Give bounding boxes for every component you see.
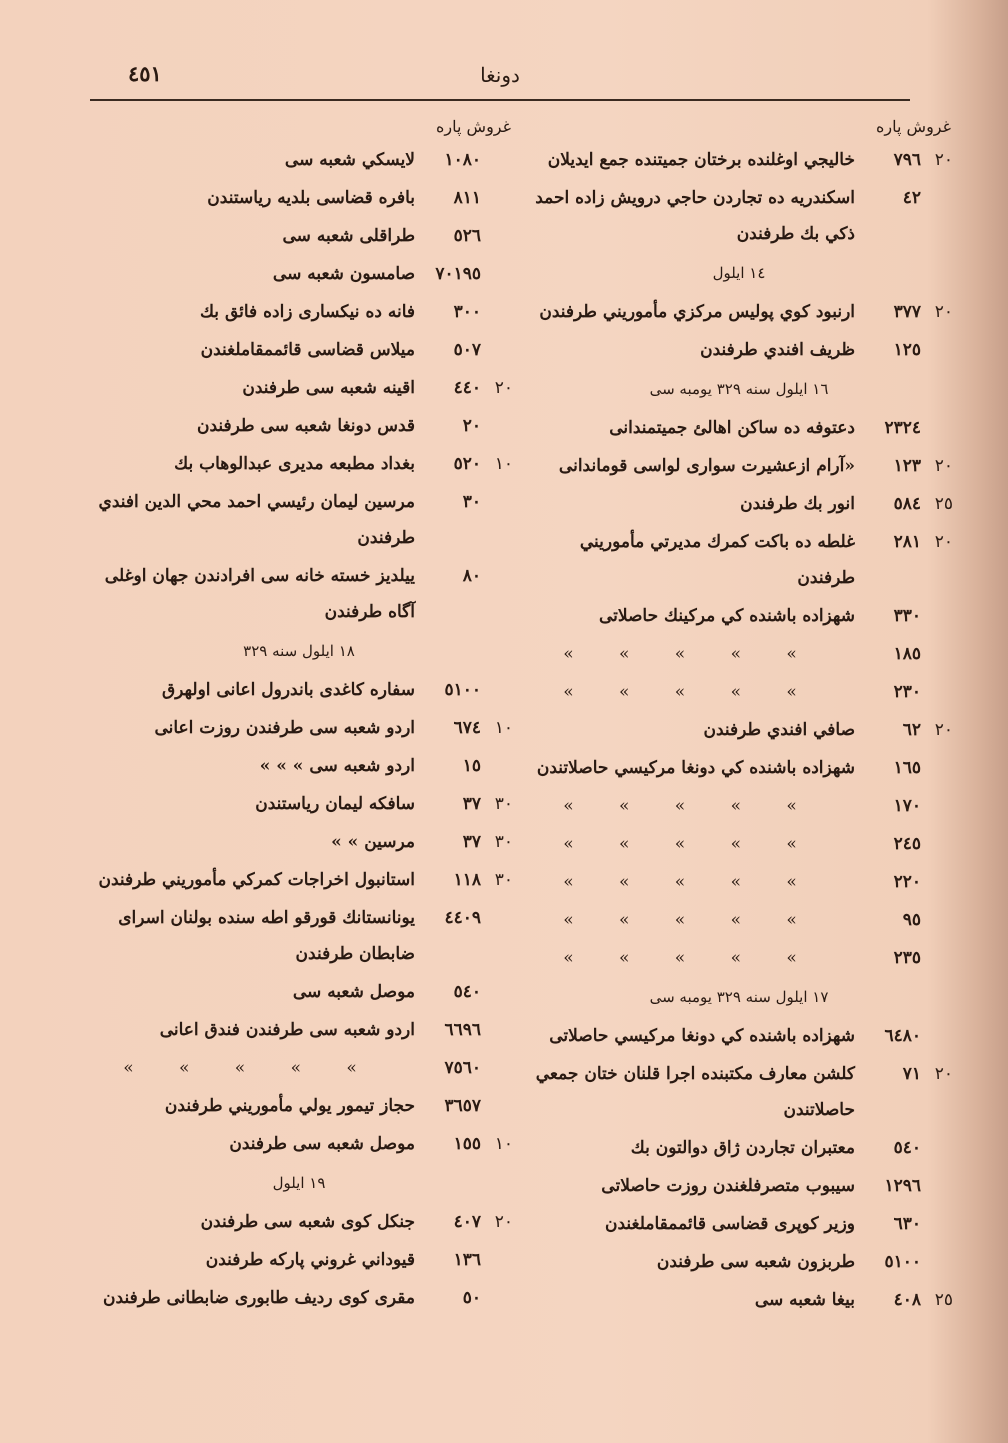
kurus-amount: ٣٠٠ xyxy=(453,302,481,322)
kurus-amount: ٣٧٧ xyxy=(893,302,921,322)
right-column-rows xyxy=(525,142,953,1318)
ledger-row xyxy=(85,294,513,330)
donor-description: ييلديز خسته خانه سى افرادندن جهان اوغلى آگاه طرفندن xyxy=(104,566,415,622)
donor-description: سافكه ليمان رياستندن xyxy=(255,794,415,814)
left-column-rows xyxy=(85,142,513,1316)
ledger-row xyxy=(525,1130,953,1166)
kurus-amount: ١٦٥ xyxy=(893,758,921,778)
kurus-amount: ٥٨٤ xyxy=(893,494,921,514)
ledger-row xyxy=(85,900,513,972)
donor-description: قدس دونغا شعبه سى طرفندن xyxy=(196,416,415,436)
donor-description: اقينه شعبه سى طرفندن xyxy=(242,378,415,398)
donor-description: جنكل كوى شعبه سى طرفندن xyxy=(200,1212,415,1232)
ledger-row xyxy=(85,786,513,822)
donor-description: » » » » » xyxy=(123,1058,377,1078)
donor-description: ارنبود كوي پوليس مركزي مأموريني طرفندن xyxy=(539,302,855,322)
donor-description: سفاره كاغدى باندرول اعانى اولهرق xyxy=(161,680,415,700)
ledger-row xyxy=(525,940,953,976)
ledger-row xyxy=(525,1282,953,1318)
ledger-row xyxy=(85,142,513,178)
para-value: ١٠ xyxy=(494,454,513,474)
donor-description: غلطه ده باكت كمرك مديرتي مأموريني طرفندن xyxy=(579,532,855,588)
ledger-row xyxy=(525,674,953,710)
kurus-amount: ٢٠ xyxy=(462,416,481,436)
donor-description: صافي افندي طرفندن xyxy=(703,720,855,740)
donor-description: حجاز تيمور يولي مأموريني طرفندن xyxy=(164,1096,415,1116)
kurus-amount: ١٠٨٠ xyxy=(444,150,481,170)
kurus-amount: ٣٠ xyxy=(462,492,481,512)
donor-description: موصل شعبه سى طرفندن xyxy=(229,1134,415,1154)
date-heading: ١٦ ايلول سنه ٣٢٩ يومبه سى xyxy=(649,380,829,398)
kurus-amount: ٣٧ xyxy=(462,832,481,852)
donor-description: » » » » » xyxy=(563,910,817,930)
ledger-row xyxy=(525,294,953,330)
right-column xyxy=(525,112,953,1320)
ledger-row xyxy=(525,1244,953,1280)
para-value: ٢٠ xyxy=(934,456,953,476)
kurus-amount: ٤٢ xyxy=(902,188,921,208)
kurus-amount: ٤٠٧ xyxy=(453,1212,481,1232)
ledger-row xyxy=(525,524,953,596)
donor-description: انور بك طرفندن xyxy=(740,494,855,514)
ledger-row xyxy=(85,180,513,216)
donor-description: دعتوفه ده ساكن اهالئ جميتمندانى xyxy=(609,418,855,438)
donor-description: بغداد مطبعه مديرى عبدالوهاب بك xyxy=(174,454,415,474)
kurus-amount: ٥٤٠ xyxy=(893,1138,921,1158)
ledger-row xyxy=(525,902,953,938)
kurus-amount: ١٢٩٦ xyxy=(884,1176,921,1196)
kurus-amount: ٥١٠٠ xyxy=(884,1252,921,1272)
kurus-amount: ٢٢٠ xyxy=(893,872,921,892)
donor-description: كلشن معارف مكتبنده اجرا قلنان ختان جمعي حاصلاتندن xyxy=(535,1064,855,1120)
kurus-amount: ١٧٠ xyxy=(893,796,921,816)
kurus-amount: ٥٢٠ xyxy=(453,454,481,474)
donor-description: شهزاده باشنده كي مركينك حاصلاتى xyxy=(598,606,855,626)
donor-description: طراقلى شعبه سى xyxy=(282,226,415,246)
para-value: ٢٠ xyxy=(494,378,513,398)
ledger-row xyxy=(85,446,513,482)
para-value: ١٠ xyxy=(494,1134,513,1154)
ledger-row xyxy=(85,824,513,860)
ledger-row xyxy=(85,672,513,708)
ledger-row xyxy=(85,974,513,1010)
kurus-amount: ٧٥٦٠ xyxy=(444,1058,481,1078)
donor-description: » » » » » xyxy=(563,796,817,816)
kurus-amount: ١١٨ xyxy=(453,870,481,890)
ledger-row xyxy=(525,598,953,634)
donor-description: بيغا شعبه سى xyxy=(754,1290,855,1310)
donor-description: لايسكي شعبه سى xyxy=(284,150,415,170)
ledger-row xyxy=(85,1280,513,1316)
para-value: ٢٥ xyxy=(934,494,953,514)
donor-description: «آرام ازعشيرت سوارى لواسى قوماندانى xyxy=(558,456,855,476)
kurus-amount: ١٢٥ xyxy=(893,340,921,360)
kurus-amount: ١٢٣ xyxy=(893,456,921,476)
para-value: ٢٠ xyxy=(494,1212,513,1232)
column-heading: غروش پاره xyxy=(876,117,951,136)
ledger-row xyxy=(525,636,953,672)
ledger-row xyxy=(525,332,953,368)
donor-description: يونانستانك قورقو اطه سنده بولنان اسراى ضابطان طرفندن xyxy=(118,908,415,964)
kurus-amount: ٣٧ xyxy=(462,794,481,814)
donor-description: طربزون شعبه سى طرفندن xyxy=(656,1252,855,1272)
donor-description: اسكندريه ده تجاردن حاجي درويش زاده احمد ذكي بك طرفندن xyxy=(535,188,855,244)
kurus-amount: ٨١١ xyxy=(453,188,481,208)
ledger-row xyxy=(85,1088,513,1124)
ledger-row xyxy=(85,218,513,254)
running-title: دونغا xyxy=(480,63,520,87)
kurus-amount: ١٥٥ xyxy=(453,1134,481,1154)
ledger-row xyxy=(525,1168,953,1204)
ledger-row xyxy=(525,410,953,446)
kurus-amount: ١٥ xyxy=(462,756,481,776)
left-column xyxy=(85,112,513,1318)
ledger-row xyxy=(525,788,953,824)
ledger-row xyxy=(85,408,513,444)
ledger-row xyxy=(525,750,953,786)
kurus-amount: ٥٠٧ xyxy=(453,340,481,360)
para-value: ٣٠ xyxy=(494,870,513,890)
kurus-amount: ٢٣٠ xyxy=(893,682,921,702)
date-heading: ١٨ ايلول سنه ٣٢٩ xyxy=(243,642,355,660)
donor-description: استانبول اخراجات كمركي مأموريني طرفندن xyxy=(98,870,415,890)
kurus-amount: ٥٤٠ xyxy=(453,982,481,1002)
kurus-amount: ٤٤٠٩ xyxy=(444,908,481,928)
donor-description: » » » » » xyxy=(563,834,817,854)
kurus-amount: ٩٥ xyxy=(902,910,921,930)
donor-description: موصل شعبه سى xyxy=(292,982,415,1002)
donor-description: صامسون شعبه سى xyxy=(272,264,415,284)
ledger-row xyxy=(85,1204,513,1240)
ledger-row xyxy=(525,1056,953,1128)
kurus-amount: ٨٠ xyxy=(462,566,481,586)
para-value: ٢٠ xyxy=(934,532,953,552)
kurus-amount: ٢٣٥ xyxy=(893,948,921,968)
kurus-amount: ٥٠ xyxy=(462,1288,481,1308)
para-value: ٢٠ xyxy=(934,302,953,322)
donor-description: ميلاس قضاسى قائممقاملغندن xyxy=(200,340,415,360)
donor-description: بافره قضاسى بلديه رياستندن xyxy=(207,188,415,208)
donor-description: وزير كوپرى قضاسى قائممقاملغندن xyxy=(605,1214,855,1234)
page-header xyxy=(90,55,910,101)
para-value: ٣٠ xyxy=(494,794,513,814)
kurus-amount: ٥١٠٠ xyxy=(444,680,481,700)
ledger-row xyxy=(85,370,513,406)
donor-description: مرسين ليمان رئيسي احمد محي الدين افندي طرفندن xyxy=(98,492,415,548)
donor-description: شهزاده باشنده كي دونغا مركيسي حاصلاتندن xyxy=(536,758,855,778)
ledger-row xyxy=(525,1206,953,1242)
para-value: ١٠ xyxy=(494,718,513,738)
donor-description: معتبران تجاردن ژاق دوالتون بك xyxy=(630,1138,855,1158)
ledger-row xyxy=(525,1018,953,1054)
kurus-amount: ٦٣٠ xyxy=(893,1214,921,1234)
para-value: ٢٠ xyxy=(934,150,953,170)
ledger-row xyxy=(85,332,513,368)
ledger-row xyxy=(525,448,953,484)
ledger-row xyxy=(85,1050,513,1086)
ledger-row xyxy=(85,710,513,746)
donor-description: خاليجي اوغلنده برختان جميتنده جمع ايديلان xyxy=(547,150,855,170)
kurus-amount: ١٣٦ xyxy=(453,1250,481,1270)
donor-description: » » » » » xyxy=(563,644,817,664)
date-heading: ١٤ ايلول xyxy=(712,264,766,282)
ledger-row xyxy=(525,180,953,252)
kurus-amount: ٤٠٨ xyxy=(893,1290,921,1310)
ledger-row xyxy=(85,1242,513,1278)
ledger-row xyxy=(85,862,513,898)
ledger-row xyxy=(525,826,953,862)
donor-description: شهزاده باشنده كي دونغا مركيسي حاصلاتى xyxy=(549,1026,855,1046)
para-value: ٢٠ xyxy=(934,720,953,740)
kurus-amount: ٣٣٠ xyxy=(893,606,921,626)
date-heading: ١٧ ايلول سنه ٣٢٩ يومبه سى xyxy=(649,988,829,1006)
para-value: ٣٠ xyxy=(494,832,513,852)
donor-description: اردو شعبه سى طرفندن روزت اعانى xyxy=(154,718,415,738)
donor-description: اردو شعبه سى طرفندن فندق اعانى xyxy=(159,1020,415,1040)
donor-description: سيبوب متصرفلغندن روزت حاصلاتى xyxy=(601,1176,855,1196)
para-value: ٢٠ xyxy=(934,1064,953,1084)
ledger-row xyxy=(525,142,953,178)
column-heading: غروش پاره xyxy=(436,117,511,136)
donor-description: » » » » » xyxy=(563,682,817,702)
kurus-amount: ٦٧٤ xyxy=(453,718,481,738)
kurus-amount: ٦٤٨٠ xyxy=(884,1026,921,1046)
donor-description: ظريف افندي طرفندن xyxy=(700,340,855,360)
kurus-amount: ٥٢٦ xyxy=(453,226,481,246)
ledger-row xyxy=(85,1126,513,1162)
ledger-row xyxy=(525,712,953,748)
ledger-row xyxy=(525,486,953,522)
para-value: ٢٥ xyxy=(934,1290,953,1310)
kurus-amount: ٧١ xyxy=(902,1064,921,1084)
kurus-amount: ٦٦٩٦ xyxy=(444,1020,481,1040)
ledger-row xyxy=(85,1012,513,1048)
kurus-amount: ٤٤٠ xyxy=(453,378,481,398)
donor-description: قيوداني غروني پاركه طرفندن xyxy=(205,1250,415,1270)
kurus-amount: ١٨٥ xyxy=(893,644,921,664)
kurus-amount: ٦٢ xyxy=(902,720,921,740)
date-heading: ١٩ ايلول xyxy=(272,1174,326,1192)
ledger-row xyxy=(85,484,513,556)
donor-description: » » » » » xyxy=(563,948,817,968)
ledger-row xyxy=(85,748,513,784)
ledger-row xyxy=(85,558,513,630)
ledger-row xyxy=(85,256,513,292)
page-number: ٤٥١ xyxy=(128,61,162,86)
donor-description: مرسين » » xyxy=(331,832,415,852)
kurus-amount: ٧٩٦ xyxy=(893,150,921,170)
donor-description: فانه ده نيكسارى زاده فائق بك xyxy=(199,302,415,322)
kurus-amount: ٢٣٢٤ xyxy=(884,418,921,438)
kurus-amount: ٢٨١ xyxy=(893,532,921,552)
kurus-amount: ٧٠١٩٥ xyxy=(435,264,481,284)
donor-description: » » » » » xyxy=(563,872,817,892)
kurus-amount: ٣٦٥٧ xyxy=(444,1096,481,1116)
donor-description: مقرى كوى رديف طابورى ضابطانى طرفندن xyxy=(103,1288,415,1308)
donor-description: اردو شعبه سى » » » xyxy=(259,756,415,776)
kurus-amount: ٢٤٥ xyxy=(893,834,921,854)
ledger-row xyxy=(525,864,953,900)
